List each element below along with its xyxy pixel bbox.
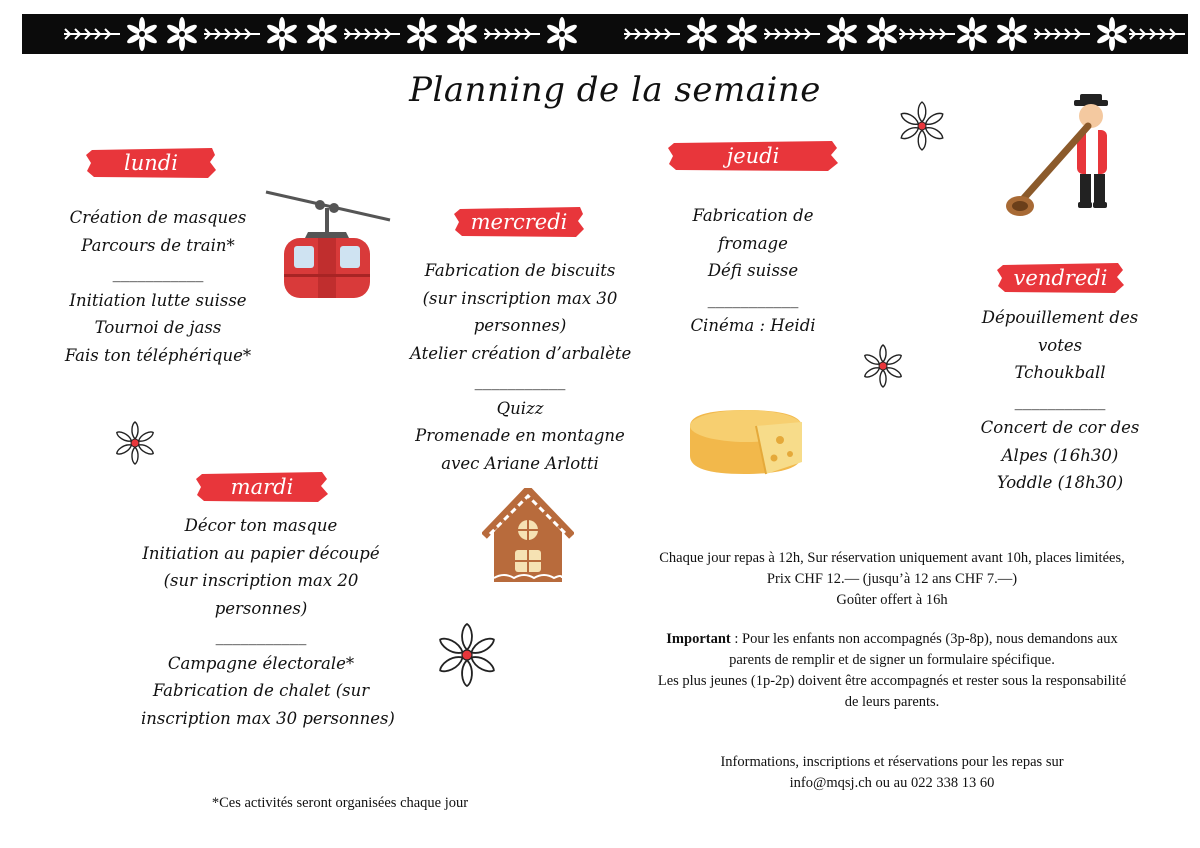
activity-line: Yoddle (18h30) — [996, 473, 1124, 492]
activity-line: Cinéma : Heidi — [690, 316, 816, 335]
important-notice — [612, 629, 1172, 713]
contact-info — [612, 752, 1172, 794]
banner-pattern — [22, 14, 1188, 54]
activity-line: Initiation au papier découpé — [142, 543, 380, 563]
activity-line: fromage — [718, 233, 788, 253]
meals-line: Prix CHF 12.— (jusqu’à 12 ans CHF 7.—) — [766, 571, 1018, 587]
separator: ___________ — [707, 288, 799, 308]
meals-info — [612, 548, 1172, 611]
important-line: de leurs parents. — [844, 694, 940, 710]
day-label-lundi: lundi — [86, 146, 216, 180]
edelweiss-icon — [896, 100, 948, 152]
activity-line: Atelier création d’arbalète — [410, 343, 632, 363]
mercredi-activities — [410, 257, 630, 477]
activity-line: Fais ton téléphérique* — [64, 345, 252, 365]
activity-line: Alpes (16h30) — [1001, 445, 1119, 465]
activity-line: Fabrication de biscuits — [424, 261, 616, 280]
vendredi-activities — [970, 304, 1150, 497]
jeudi-activities — [668, 202, 838, 340]
alphorn-player-icon — [1004, 94, 1124, 226]
edelweiss-icon — [860, 343, 906, 389]
day-label-vendredi: vendredi — [997, 261, 1124, 295]
activity-line: (sur inscription max 30 — [422, 288, 618, 308]
activity-line: Création de masques — [69, 208, 247, 227]
activity-line: (sur inscription max 20 — [163, 571, 359, 590]
meals-line: Goûter offert à 16h — [836, 592, 948, 608]
activity-line: personnes) — [473, 316, 567, 335]
edelweiss-banner — [22, 14, 1188, 54]
separator: ___________ — [474, 371, 566, 390]
separator: ___________ — [215, 626, 307, 645]
day-label-jeudi: jeudi — [668, 139, 838, 173]
important-line: parents de remplir et de signer un formulaire spécifique. — [729, 652, 1055, 668]
footnote: *Ces activités seront organisées chaque jour — [211, 795, 469, 811]
activity-line: Campagne électorale* — [167, 653, 355, 673]
contact-line: Informations, inscriptions et réservations pour les repas sur — [720, 754, 1064, 770]
activity-line: Parcours de train* — [81, 235, 235, 255]
activity-line: Promenade en montagne — [415, 426, 625, 445]
edelweiss-icon — [432, 620, 502, 690]
day-label-mercredi: mercredi — [454, 205, 584, 239]
activity-line: Fabrication de — [692, 206, 814, 225]
day-label-mardi: mardi — [196, 470, 328, 504]
contact-email-phone[interactable]: info@mqsj.ch ou au 022 338 13 60 — [789, 775, 995, 791]
meals-line: Chaque jour repas à 12h, Sur réservation uniquement avant 10h, places limitées, — [659, 550, 1125, 566]
important-text: : Pour les enfants non accompagnés (3p-8p), nous demandons aux — [730, 631, 1118, 647]
activity-line: Concert de cor des — [980, 418, 1140, 437]
important-line: Les plus jeunes (1p-2p) doivent être accompagnés et rester sous la responsabilité — [657, 673, 1127, 689]
activity-line: avec Ariane Arlotti — [441, 453, 599, 473]
activity-line: Décor ton masque — [184, 516, 338, 535]
activity-line: Tournoi de jass — [94, 318, 222, 337]
page-title: Planning de la semaine — [409, 70, 821, 110]
activity-line: Tchoukball — [1014, 363, 1106, 382]
mardi-activities — [141, 512, 395, 732]
separator: ___________ — [112, 263, 204, 282]
activity-line: Quizz — [496, 398, 544, 418]
activity-line: Défi suisse — [707, 261, 799, 280]
activity-line: personnes) — [214, 598, 308, 618]
activity-line: Fabrication de chalet (sur — [152, 681, 370, 700]
activity-line: inscription max 30 personnes) — [141, 708, 395, 728]
activity-line: votes — [1037, 335, 1083, 355]
activity-line: Dépouillement des — [981, 308, 1139, 327]
separator: ___________ — [1014, 390, 1106, 410]
cable-car-icon — [264, 190, 392, 302]
activity-line: Initiation lutte suisse — [69, 290, 247, 310]
edelweiss-icon — [112, 420, 158, 466]
gingerbread-house-icon — [482, 488, 574, 586]
cheese-wheel-icon — [686, 404, 806, 478]
important-label: Important — [666, 631, 731, 647]
lundi-activities — [58, 204, 258, 369]
